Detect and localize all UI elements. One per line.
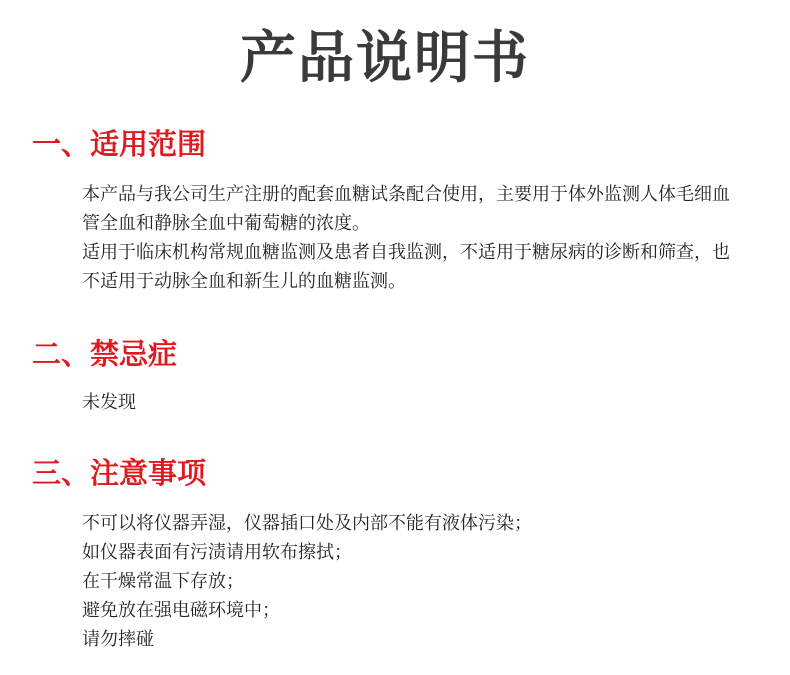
section-body-contraindications (82, 388, 742, 417)
section-heading-precautions: 三、注意事项 (32, 456, 207, 490)
paragraph: 适用于临床机构常规血糖监测及患者自我监测，不适用于糖尿病的诊断和筛查，也不适用于动脉全血和新生儿的血糖监测。 (82, 242, 730, 292)
paragraph: 本产品与我公司生产注册的配套血糖试条配合使用，主要用于体外监测人体毛细血管全血和静脉全血中葡萄糖的浓度。 (82, 184, 730, 234)
page-title: 产品说明书 (240, 26, 530, 91)
list-item: 请勿摔碰 (82, 629, 154, 650)
list-item: 不可以将仪器弄湿，仪器插口处及内部不能有液体污染； (82, 513, 532, 534)
list-item: 如仪器表面有污渍请用软布擦拭； (82, 542, 352, 563)
list-item: 在干燥常温下存放； (82, 571, 244, 592)
list-item: 避免放在强电磁环境中； (82, 600, 280, 621)
section-body-scope (82, 180, 742, 296)
section-heading-contraindications: 二、禁忌症 (32, 337, 178, 371)
section-body-precautions (82, 509, 742, 654)
paragraph: 未发现 (82, 392, 136, 413)
section-heading-scope: 一、适用范围 (32, 127, 207, 161)
